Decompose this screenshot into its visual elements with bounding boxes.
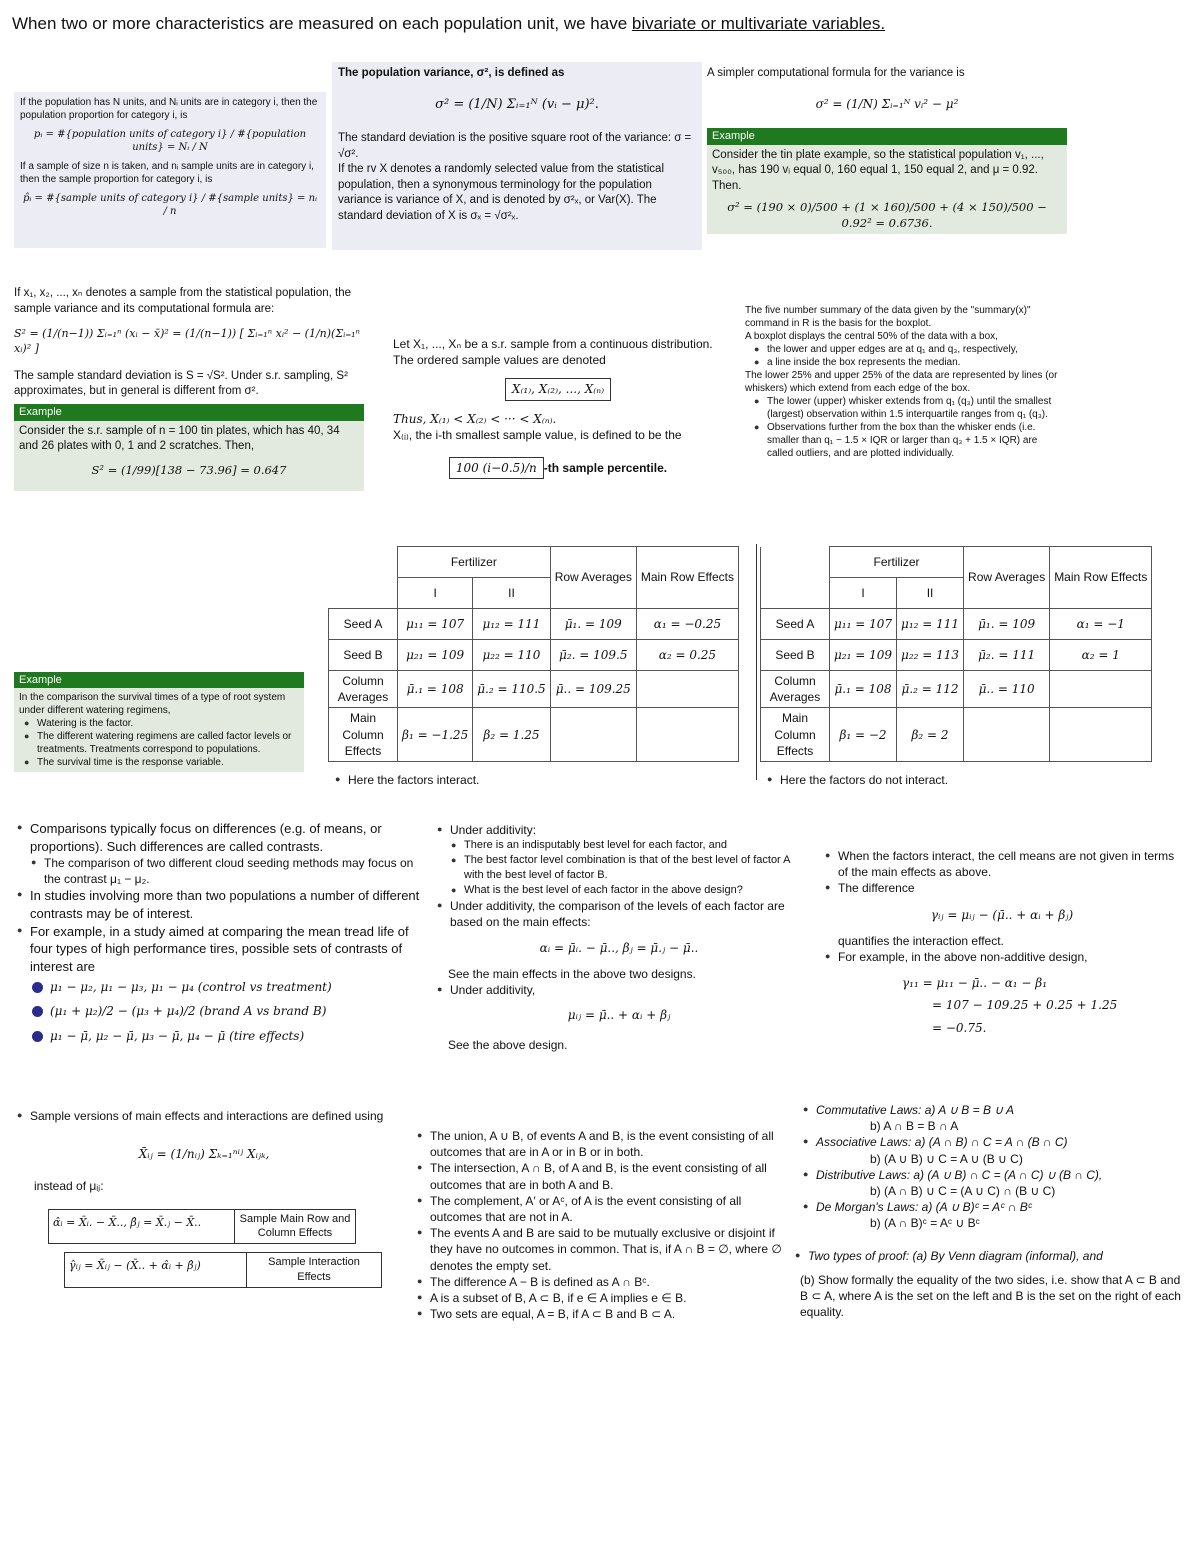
level-header: II — [473, 578, 550, 609]
proportion-intro: If the population has N units, and Nᵢ units are in category i, then the population proportion for category i, is — [20, 97, 318, 121]
sample-version-bullet: ● Sample versions of main effects and interactions are defined using — [30, 1108, 394, 1124]
fertilizer-header: Fertilizer — [398, 547, 551, 578]
table-row — [329, 671, 739, 708]
table-cell: α₂ = 1 — [1050, 640, 1152, 671]
variance-title: The population variance, σ², is defined as — [338, 67, 565, 79]
ordered-values-box: X₍₁₎, X₍₂₎, ..., X₍ₙ₎ — [505, 378, 611, 400]
table-cell: μ₂₁ = 109 — [398, 640, 473, 671]
standard-deviation-text: The standard deviation is the positive square root of the variance: σ = √σ². — [338, 132, 692, 160]
sample-main-effects-label: Sample Main Row and Column Effects — [239, 1212, 351, 1240]
fertilizer-header: Fertilizer — [830, 547, 964, 578]
sample-interaction-box — [64, 1252, 382, 1288]
table-cell: μ₁₂ = 111 — [473, 609, 550, 640]
contrasts-bullet — [30, 820, 424, 887]
table-cell: Seed B — [329, 640, 398, 671]
law-text: b) A ∩ B = B ∩ A — [870, 1119, 959, 1134]
computational-example-formula: σ² = (190 × 0)/500 + (1 × 160)/500 + (4 × 150)/500 − 0.92² = 0.6736. — [727, 200, 1047, 230]
order-intro: Let X₁, ..., Xₙ be a s.r. sample from a continuous distribution. The ordered sample values are denoted — [393, 337, 713, 368]
table-cell: μ̄.₁ = 108 — [398, 671, 473, 708]
boxplot-intro: The five number summary of the data given by the "summary(x)" command in R is the basis for the boxplot. — [745, 305, 1031, 329]
level-header: II — [897, 578, 964, 609]
interaction-table — [328, 546, 739, 762]
computational-title: A simpler computational formula for the variance is — [707, 67, 965, 79]
table-divider — [756, 544, 757, 780]
set-definition: ● The difference A − B is defined as A ∩ Bᶜ. — [430, 1274, 784, 1290]
factor-example-item: ● Watering is the factor. — [37, 717, 299, 730]
table-cell: α₁ = −1 — [1050, 609, 1152, 640]
set-definition: ● The complement, A′ or Aᶜ, of A is the event consisting of all outcomes that are not in A. — [430, 1193, 784, 1225]
table-cell — [1050, 671, 1152, 708]
table-cell: μ₂₂ = 110 — [473, 640, 550, 671]
table-cell — [636, 671, 738, 708]
computational-block — [707, 66, 1067, 234]
table-row — [329, 640, 739, 671]
main-effects-formula: αᵢ = μ̄ᵢ. − μ̄.., βⱼ = μ̄.ⱼ − μ̄.. — [539, 940, 699, 955]
additive-model-formula: μᵢⱼ = μ̄.. + αᵢ + βⱼ — [567, 1007, 671, 1022]
computational-formula: σ² = (1/N) Σᵢ₌₁ᴺ vᵢ² − μ² — [815, 96, 959, 111]
boxplot-item: ● The lower (upper) whisker extends from q₁ (q₃) until the smallest (largest) observation within 1.5 interquartile ranges from q₁ (q₃). — [767, 395, 1065, 421]
additivity-sub: ● There is an indisputably best level for each factor, and — [464, 838, 804, 853]
law-text: De Morgan's Laws: a) (A ∪ B)ᶜ = Aᶜ ∩ Bᶜ — [816, 1200, 1033, 1215]
interaction-formula: γᵢⱼ = μᵢⱼ − (μ̄.. + αᵢ + βⱼ) — [930, 907, 1074, 922]
interaction-quantifies: quantifies the interaction effect. — [838, 933, 1004, 948]
sample-variance-intro: If x₁, x₂, ..., xₙ denotes a sample from the statistical population, the sample variance and its computational formula are: — [14, 287, 352, 315]
additivity-see1: See the main effects in the above two designs. — [448, 967, 696, 982]
table-cell — [550, 708, 636, 762]
level-header: I — [830, 578, 897, 609]
percentile-text: -th sample percentile. — [543, 460, 668, 475]
table-row — [761, 640, 1152, 671]
sample-variance-example-formula: S² = (1/99)[138 − 73.96] = 0.647 — [91, 462, 287, 477]
contrast-set-3: μ₁ − μ̄, μ₂ − μ̄, μ₃ − μ̄, μ₄ − μ̄ (tire effects) — [32, 1028, 424, 1044]
rv-variance-text: If the rv X denotes a randomly selected value from the statistical population, then a synonymous terminology for the population variance is variance of X, and is denoted by σ²ₓ, or Var(X). The standard deviation of X is σₓ = √σ²ₓ. — [338, 163, 664, 222]
law-text: Commutative Laws: a) A ∪ B = B ∪ A — [816, 1103, 1014, 1117]
additivity-block — [434, 822, 804, 1053]
proportion-block — [14, 92, 326, 248]
contrast-set-2: (μ₁ + μ₂)/2 − (μ₃ + μ₄)/2 (brand A vs brand B) — [32, 1003, 424, 1019]
sample-proportion-formula: p̂ᵢ = #{sample units of category i} / #{sample units} = nᵢ / n — [22, 193, 318, 217]
additive-table-block — [760, 546, 1152, 788]
table-row — [329, 708, 739, 762]
table-row — [329, 609, 739, 640]
additivity-bullet: ● Under additivity, the comparison of the levels of each factor are based on the main effects: — [450, 898, 804, 930]
interaction-block — [822, 848, 1182, 1036]
table-note: ● Here the factors interact. — [348, 772, 739, 788]
law-text: b) (A ∩ B)ᶜ = Aᶜ ∪ Bᶜ — [870, 1216, 980, 1231]
table-cell: Column Averages — [329, 671, 398, 708]
distributive-law — [816, 1167, 1184, 1199]
main-row-effects-header: Main Row Effects — [1050, 547, 1152, 609]
sample-sd-text: The sample standard deviation is S = √S². Under s.r. sampling, S² approximates, but in general is different from σ². — [14, 369, 348, 398]
table-row — [761, 671, 1152, 708]
sample-variance-example-text: Consider the s.r. sample of n = 100 tin plates, which has 40, 34 and 26 plates with 0, 1 and 2 scratches. Then, — [19, 424, 340, 453]
table-cell: β₁ = −1.25 — [398, 708, 473, 762]
table-cell: μ₁₁ = 107 — [398, 609, 473, 640]
percentile-box: 100 (i−0.5)/n — [449, 457, 544, 479]
sample-main-effects-box — [48, 1209, 356, 1245]
computational-example — [707, 145, 1067, 235]
variance-block — [332, 62, 702, 250]
table-cell: Seed A — [761, 609, 830, 640]
boxplot-item: ● the lower and upper edges are at q₁ and q₃, respectively, — [767, 343, 1065, 356]
law-text: b) (A ∩ B) ∪ C = (A ∪ C) ∩ (B ∪ C) — [870, 1183, 1056, 1198]
table-cell — [1050, 708, 1152, 762]
interaction-table-block — [328, 546, 739, 788]
boxplot-block — [745, 304, 1065, 460]
proportion-formula: pᵢ = #{population units of category i} / #{population units} = Nᵢ / N — [33, 129, 307, 153]
heading-term: bivariate or multivariate variables. — [631, 14, 886, 33]
associative-law — [816, 1134, 1184, 1166]
table-cell: α₁ = −0.25 — [636, 609, 738, 640]
table-cell: μ₁₁ = 107 — [830, 609, 897, 640]
table-cell — [964, 708, 1050, 762]
table-note: ● Here the factors do not interact. — [780, 772, 1152, 788]
sample-interaction-label: Sample Interaction Effects — [268, 1256, 360, 1284]
boxplot-lower: The lower 25% and upper 25% of the data are represented by lines (or whiskers) which extend from each edge of the box. — [745, 370, 1058, 394]
law-text: Distributive Laws: a) (A ∪ B) ∩ C = (A ∩ C) ∪ (B ∩ C), — [816, 1167, 1103, 1182]
table-cell: μ̄.. = 110 — [964, 671, 1050, 708]
table-cell: μ̄₂. = 109.5 — [550, 640, 636, 671]
table-cell: μ₂₁ = 109 — [830, 640, 897, 671]
set-definition: ● The intersection, A ∩ B, of A and B, is the event consisting of all outcomes that are in both A and B. — [430, 1160, 784, 1192]
proof-text: Two types of proof: (a) By Venn diagram (informal), and — [808, 1248, 1103, 1263]
de-morgan-law — [816, 1199, 1184, 1231]
factor-example-text: In the comparison the survival times of a type of root system under different watering regimens, — [19, 692, 286, 717]
sample-variance-block — [14, 286, 364, 491]
additivity-sub: ● What is the best level of each factor in the above design? — [464, 883, 804, 898]
main-row-effects-header: Main Row Effects — [636, 547, 738, 609]
additivity-see2: See the above design. — [448, 1037, 568, 1052]
sample-proportion-intro: If a sample of size n is taken, and nᵢ sample units are in category i, then the sample proportion for category i, is — [20, 161, 314, 185]
factor-example-block — [14, 672, 304, 772]
proof-formal: (b) Show formally the equality of the two sides, i.e. show that A ⊂ B and B ⊂ A, where A is the set on the left and B is the set on the right of each equality. — [800, 1272, 1181, 1320]
table-cell: β₂ = 1.25 — [473, 708, 550, 762]
sample-variance-formula: S² = (1/(n−1)) Σᵢ₌₁ⁿ (xᵢ − x̄)² = (1/(n−1)) [ Σᵢ₌₁ⁿ xᵢ² − (1/n)(Σᵢ₌₁ⁿ xᵢ)² ] — [14, 327, 360, 355]
set-definition: ● The union, A ∪ B, of events A and B, is the event consisting of all outcomes that are in A or in B or in both. — [430, 1128, 784, 1160]
contrasts-bullet: ● In studies involving more than two populations a number of different contrasts may be of interest. — [30, 887, 424, 922]
table-cell: μ̄₁. = 109 — [964, 609, 1050, 640]
table-cell: μ̄₁. = 109 — [550, 609, 636, 640]
table-cell: Main Column Effects — [761, 708, 830, 762]
contrasts-text: Comparisons typically focus on differences (e.g. of means, or proportions). Such differences are called contrasts. — [30, 821, 382, 854]
table-cell: Seed A — [329, 609, 398, 640]
order-ith: X₍ᵢ₎, the i-th smallest sample value, is defined to be the — [393, 427, 682, 442]
table-cell: Seed B — [761, 640, 830, 671]
additive-table — [760, 546, 1152, 762]
interaction-line-2: = 107 − 109.25 + 0.25 + 1.25 — [932, 998, 1118, 1013]
proof-types — [808, 1248, 1184, 1264]
table-cell: μ̄.₁ = 108 — [830, 671, 897, 708]
order-statistics-block — [393, 336, 723, 479]
table-cell: μ₁₂ = 111 — [897, 609, 964, 640]
table-cell: μ₂₂ = 113 — [897, 640, 964, 671]
variance-formula: σ² = (1/N) Σᵢ₌₁ᴺ (vᵢ − μ)². — [435, 96, 599, 112]
row-averages-header: Row Averages — [550, 547, 636, 609]
contrasts-block — [14, 820, 424, 1044]
law-text: Associative Laws: a) (A ∩ B) ∩ C = A ∩ (B ∩ C) — [816, 1135, 1068, 1150]
instead-of: instead of μᵢⱼ: — [34, 1179, 104, 1194]
interaction-bullet: ● When the factors interact, the cell means are not given in terms of the main effects as above. — [838, 848, 1182, 880]
table-cell: β₁ = −2 — [830, 708, 897, 762]
additivity-bullet: ● Under additivity: — [450, 822, 804, 838]
page-heading — [12, 14, 885, 34]
interaction-line-1: γ₁₁ = μ₁₁ − μ̄.. − α₁ − β₁ — [902, 976, 1048, 991]
sample-main-effects-formula: α̂ᵢ = X̄ᵢ. − X̄.., β̂ⱼ = X̄.ⱼ − X̄.. — [49, 1210, 235, 1244]
example-label: Example — [14, 672, 304, 688]
boxplot-line2: A boxplot displays the central 50% of the data with a box, — [745, 331, 998, 342]
interaction-bullet: ● The difference — [838, 880, 1182, 896]
boxplot-item: ● Observations further from the box than the whisker ends (i.e. smaller than q₁ − 1.5 × IQR or larger than q₃ + 1.5 × IQR) are called outliers, and are plotted individually. — [767, 421, 1065, 460]
additivity-bullet: ● Under additivity, — [450, 982, 804, 998]
set-operations-block — [414, 1128, 784, 1322]
set-laws-block — [800, 1102, 1184, 1320]
table-row — [761, 609, 1152, 640]
table-cell: μ̄.₂ = 110.5 — [473, 671, 550, 708]
table-cell — [636, 708, 738, 762]
interaction-line-3: = −0.75. — [932, 1020, 987, 1035]
contrast-set-1: μ₁ − μ₂, μ₁ − μ₃, μ₁ − μ₄ (control vs treatment) — [32, 979, 424, 995]
table-cell: Column Averages — [761, 671, 830, 708]
interaction-bullet: ● For example, in the above non-additive design, — [838, 949, 1182, 965]
sample-interaction-formula: γ̂ᵢⱼ = X̄ᵢⱼ − (X̄.. + α̂ᵢ + β̂ⱼ) — [65, 1253, 247, 1287]
order-thus: Thus, X₍₁₎ < X₍₂₎ < ··· < X₍ₙ₎. — [393, 411, 557, 426]
table-cell: Main Column Effects — [329, 708, 398, 762]
commutative-law — [816, 1102, 1184, 1134]
heading-lead: When two or more characteristics are measured on each population unit, we have — [12, 14, 632, 33]
factor-example-item: ● The survival time is the response variable. — [37, 756, 299, 769]
example-label: Example — [14, 404, 364, 421]
row-averages-header: Row Averages — [964, 547, 1050, 609]
law-text: b) (A ∪ B) ∪ C = A ∪ (B ∪ C) — [870, 1151, 1023, 1166]
level-header: I — [398, 578, 473, 609]
factor-example-body — [14, 688, 304, 772]
factor-example-item: ● The different watering regimens are called factor levels or treatments. Treatments correspond to populations. — [37, 730, 299, 756]
contrasts-sub: ● The comparison of two different cloud seeding methods may focus on the contrast μ₁ − μ₂. — [44, 855, 424, 887]
set-definition: ● Two sets are equal, A = B, if A ⊂ B and B ⊂ A. — [430, 1306, 784, 1322]
sample-variance-example — [14, 421, 364, 491]
table-cell: α₂ = 0.25 — [636, 640, 738, 671]
sample-version-block — [14, 1108, 394, 1288]
table-cell: β₂ = 2 — [897, 708, 964, 762]
table-cell: μ̄.₂ = 112 — [897, 671, 964, 708]
example-label: Example — [707, 128, 1067, 145]
sample-cell-mean-formula: X̄ᵢⱼ = (1/nᵢⱼ) Σₖ₌₁ⁿⁱʲ Xᵢⱼₖ, — [138, 1147, 270, 1162]
table-cell: μ̄₂. = 111 — [964, 640, 1050, 671]
table-cell: μ̄.. = 109.25 — [550, 671, 636, 708]
set-definition: ● A is a subset of B, A ⊂ B, if e ∈ A implies e ∈ B. — [430, 1290, 784, 1306]
table-row — [761, 708, 1152, 762]
computational-example-text: Consider the tin plate example, so the statistical population v₁, ..., v₅₀₀, has 190 vᵢ equal 0, 160 equal 1, 150 equal 2, and μ = 0.92. Then. — [712, 148, 1044, 192]
contrasts-bullet: ● For example, in a study aimed at comparing the mean tread life of four types of high performance tires, possible sets of contrasts of interest are — [30, 923, 424, 976]
boxplot-item: ● a line inside the box represents the median. — [767, 356, 1065, 369]
set-definition: ● The events A and B are said to be mutually exclusive or disjoint if they have no outcomes in common. That is, if A ∩ B = ∅, where ∅ denotes the empty set. — [430, 1225, 784, 1274]
additivity-sub: ● The best factor level combination is that of the best level of factor A with the best level of factor B. — [464, 853, 804, 883]
